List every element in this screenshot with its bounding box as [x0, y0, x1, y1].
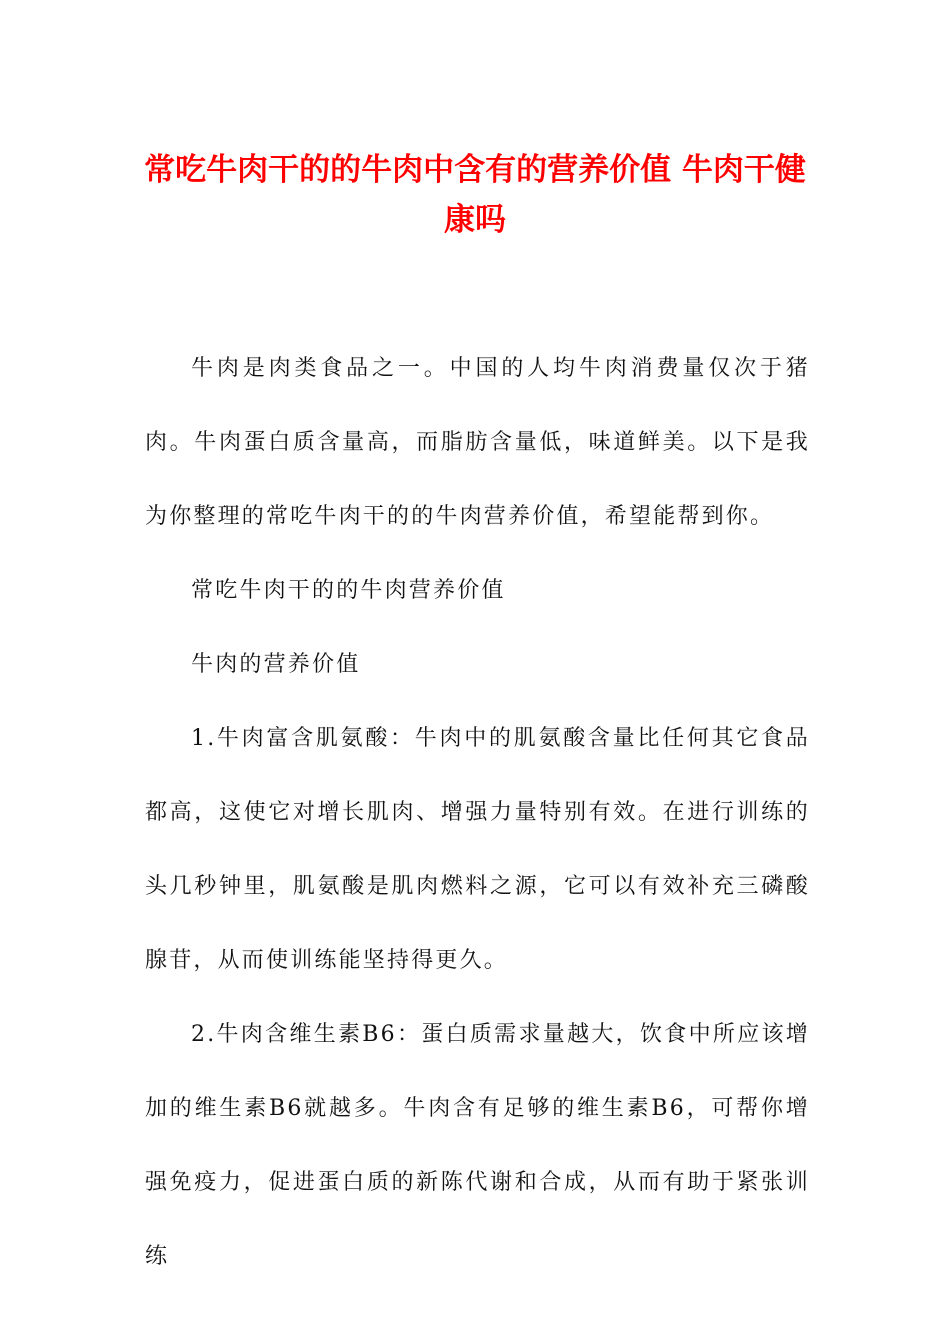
paragraph-section-heading: 常吃牛肉干的的牛肉营养价值	[191, 578, 506, 603]
document-body	[145, 332, 810, 1294]
paragraph-item-2: 2.牛肉含维生素B6：蛋白质需求量越大，饮食中所应该增加的维生素B6就越多。牛肉含有足够的维生素B6，可帮你增强免疫力，促进蛋白质的新陈代谢和合成，从而有助于紧张训练	[145, 1022, 810, 1269]
paragraph-item-1: 1.牛肉富含肌氨酸：牛肉中的肌氨酸含量比任何其它食品都高，这使它对增长肌肉、增强力量特别有效。在进行训练的头几秒钟里，肌氨酸是肌肉燃料之源，它可以有效补充三磷酸腺苷，从而使训练能坚持得更久。	[145, 726, 810, 973]
page-title: 常吃牛肉干的的牛肉中含有的营养价值 牛肉干健康吗	[144, 152, 806, 238]
paragraph-subheading: 牛肉的营养价值	[191, 652, 361, 677]
paragraph-intro: 牛肉是肉类食品之一。中国的人均牛肉消费量仅次于猪肉。牛肉蛋白质含量高，而脂肪含量低，味道鲜美。以下是我为你整理的常吃牛肉干的的牛肉营养价值，希望能帮到你。	[145, 356, 810, 529]
